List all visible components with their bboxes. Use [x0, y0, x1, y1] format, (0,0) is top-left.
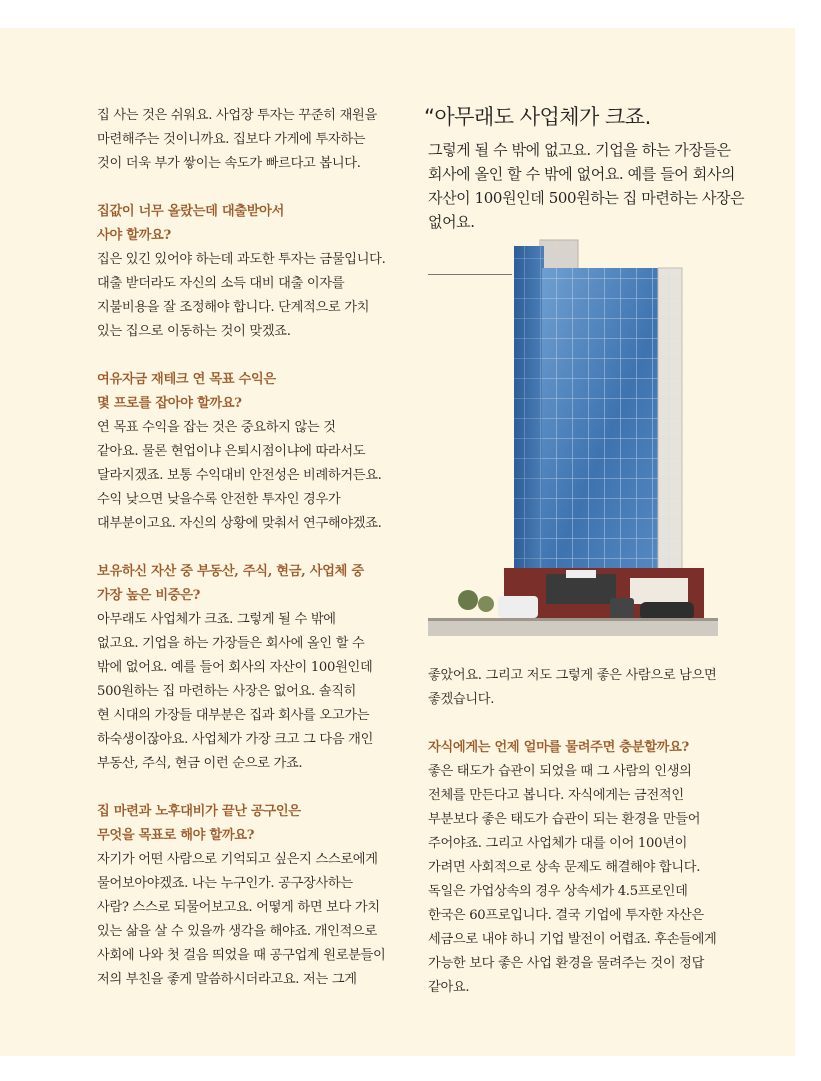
pull-quote-title: “아무래도 사업체가 크죠.	[424, 105, 651, 129]
intro-line: 것이 더욱 부가 쌓이는 속도가 빠르다고 봅니다.	[97, 156, 361, 171]
answer-line: 현 시대의 가장들 대부분은 집과 회사를 오고가는	[97, 708, 370, 723]
answer-line: 저의 부친을 좋게 말씀하시더라고요. 저는 그게	[97, 972, 357, 987]
answer-line: 500원하는 집 마련하는 사장은 없어요. 솔직히	[97, 684, 357, 699]
answer-line: 같아요. 물론 현업이냐 은퇴시점이냐에 따라서도	[97, 444, 366, 459]
answer-line: 부분보다 좋은 태도가 습관이 되는 환경을 만들어	[428, 812, 701, 827]
answer-line: 지불비용을 잘 조정해야 합니다. 단계적으로 가치	[97, 300, 370, 315]
answer-line: 있는 집으로 이동하는 것이 맞겠죠.	[97, 324, 291, 339]
answer-line: 자기가 어떤 사람으로 기억되고 싶은지 스스로에게	[97, 852, 378, 867]
question-heading: 집값이 너무 올랐는데 대출받아서	[97, 204, 285, 219]
answer-line: 달라지겠죠. 보통 수익대비 안전성은 비례하거든요.	[97, 468, 382, 483]
answer-line: 주어야죠. 그리고 사업체가 대를 이어 100년이	[428, 836, 688, 851]
pull-quote-line: 자산이 100원인데 500원하는 집 마련하는 사장은	[428, 189, 745, 207]
question-heading: 여유자금 재테크 연 목표 수익은	[97, 372, 276, 387]
answer-line: 부동산, 주식, 현금 이런 순으로 가죠.	[97, 756, 303, 771]
answer-line: 사람? 스스로 되물어보고요. 어떻게 하면 보다 가치	[97, 900, 380, 915]
answer-line: 없고요. 기업을 하는 가장들은 회사에 올인 할 수	[97, 636, 365, 651]
question-heading: 보유하신 자산 중 부동산, 주식, 현금, 사업체 중	[97, 564, 364, 579]
intro-line: 마련해주는 것이니까요. 집보다 가게에 투자하는	[97, 132, 366, 147]
answer-line: 좋은 태도가 습관이 되었을 때 그 사람의 인생의	[428, 764, 692, 779]
answer-line: 독일은 가업상속의 경우 상속세가 4.5프로인데	[428, 884, 688, 899]
answer-line: 아무래도 사업체가 크죠. 그렇게 될 수 밖에	[97, 612, 336, 627]
left-column	[97, 104, 409, 992]
answer-line: 대부분이고요. 자신의 상황에 맞춰서 연구해야겠죠.	[97, 516, 382, 531]
answer-line: 연 목표 수익을 잡는 것은 중요하지 않는 것	[97, 420, 336, 435]
question-heading: 집 마련과 노후대비가 끝난 공구인은	[97, 804, 301, 819]
continued-line: 좋았어요. 그리고 저도 그렇게 좋은 사람으로 남으면	[428, 668, 717, 683]
question-heading: 무엇을 목표로 해야 할까요?	[97, 828, 255, 843]
intro-line: 집 사는 것은 쉬워요. 사업장 투자는 꾸준히 재원을	[97, 108, 377, 123]
pull-quote-line: 그렇게 될 수 밖에 없고요. 기업을 하는 가장들은	[428, 141, 731, 159]
continued-line: 좋겠습니다.	[428, 692, 495, 707]
answer-line: 가려면 사회적으로 상속 문제도 해결해야 합니다.	[428, 860, 701, 875]
answer-line: 하숙생이잖아요. 사업체가 가장 크고 그 다음 개인	[97, 732, 374, 747]
pull-quote-line: 없어요.	[428, 213, 475, 231]
question-heading: 가장 높은 비중은?	[97, 588, 201, 603]
answer-line: 있는 삶을 살 수 있을까 생각을 해야죠. 개인적으로	[97, 924, 377, 939]
pull-quote	[424, 104, 768, 234]
pull-quote-line: 회사에 올인 할 수 밖에 없어요. 예를 들어 회사의	[428, 165, 736, 183]
answer-line: 한국은 60프로입니다. 결국 기업에 투자한 자산은	[428, 908, 704, 923]
answer-line: 대출 받더라도 자신의 소득 대비 대출 이자를	[97, 276, 345, 291]
company-building-photo	[428, 238, 718, 636]
answer-line: 사회에 나와 첫 걸음 띄었을 때 공구업계 원로분들이	[97, 948, 386, 963]
answer-line: 밖에 없어요. 예를 들어 회사의 자산이 100원인데	[97, 660, 373, 675]
right-column	[428, 664, 768, 1000]
answer-line: 같아요.	[428, 980, 470, 995]
answer-line: 물어보아야겠죠. 나는 누구인가. 공구장사하는	[97, 876, 353, 891]
question-heading: 자식에게는 언제 얼마를 물려주면 충분할까요?	[428, 740, 689, 755]
answer-line: 세금으로 내야 하니 기업 발전이 어렵죠. 후손들에게	[428, 932, 717, 947]
answer-line: 전체를 만든다고 봅니다. 자식에게는 금전적인	[428, 788, 684, 803]
question-heading: 사야 할까요?	[97, 228, 171, 243]
answer-line: 가능한 보다 좋은 사업 환경을 물려주는 것이 정답	[428, 956, 705, 971]
answer-line: 집은 있긴 있어야 하는데 과도한 투자는 금물입니다.	[97, 252, 386, 267]
question-heading: 몇 프로를 잡아야 할까요?	[97, 396, 242, 411]
answer-line: 수익 낮으면 낮을수록 안전한 투자인 경우가	[97, 492, 341, 507]
